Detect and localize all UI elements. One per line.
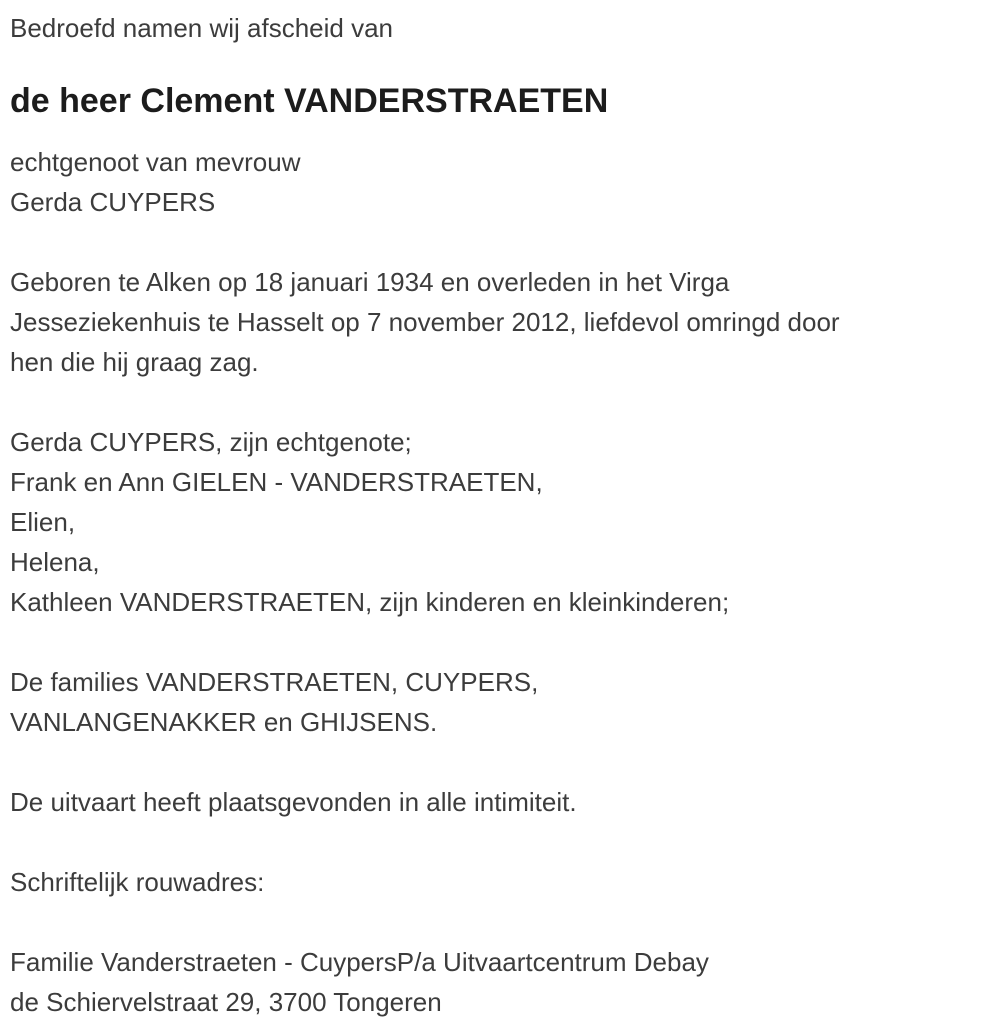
life-line: Jesseziekenhuis te Hasselt op 7 november 2012, liefdevol omringd door <box>10 307 840 337</box>
spacer <box>10 222 988 262</box>
spouse-name-line: Gerda CUYPERS <box>10 187 216 217</box>
deceased-name-title: de heer Clement VANDERSTRAETEN <box>10 82 609 120</box>
spacer <box>10 902 988 942</box>
life-line: hen die hij graag zag. <box>10 347 259 377</box>
spacer <box>10 382 988 422</box>
life-line: Geboren te Alken op 18 januari 1934 en overleden in het Virga <box>10 267 730 297</box>
relative-line: Gerda CUYPERS, zijn echtgenote; <box>10 427 412 457</box>
address-line: de Schiervelstraat 29, 3700 Tongeren <box>10 987 442 1017</box>
relative-line: Helena, <box>10 547 100 577</box>
relative-line: Elien, <box>10 507 76 537</box>
spacer <box>10 742 988 782</box>
correspondence-label-line: Schriftelijk rouwadres: <box>10 867 265 897</box>
intro-line: Bedroefd namen wij afscheid van <box>10 13 394 43</box>
spacer <box>10 622 988 662</box>
relative-line: Kathleen VANDERSTRAETEN, zijn kinderen en kleinkinderen; <box>10 587 730 617</box>
families-line: De families VANDERSTRAETEN, CUYPERS, <box>10 667 539 697</box>
relatives-list <box>10 422 988 622</box>
address-line: Familie Vanderstraeten - CuypersP/a Uitvaartcentrum Debay <box>10 947 709 977</box>
families-line: VANLANGENAKKER en GHIJSENS. <box>10 707 438 737</box>
life-paragraph <box>10 262 988 382</box>
spacer <box>10 822 988 862</box>
spouse-intro-line: echtgenoot van mevrouw <box>10 147 301 177</box>
relative-line: Frank en Ann GIELEN - VANDERSTRAETEN, <box>10 467 543 497</box>
funeral-note-line: De uitvaart heeft plaatsgevonden in alle intimiteit. <box>10 787 577 817</box>
correspondence-address <box>10 942 988 1022</box>
families-paragraph <box>10 662 988 742</box>
